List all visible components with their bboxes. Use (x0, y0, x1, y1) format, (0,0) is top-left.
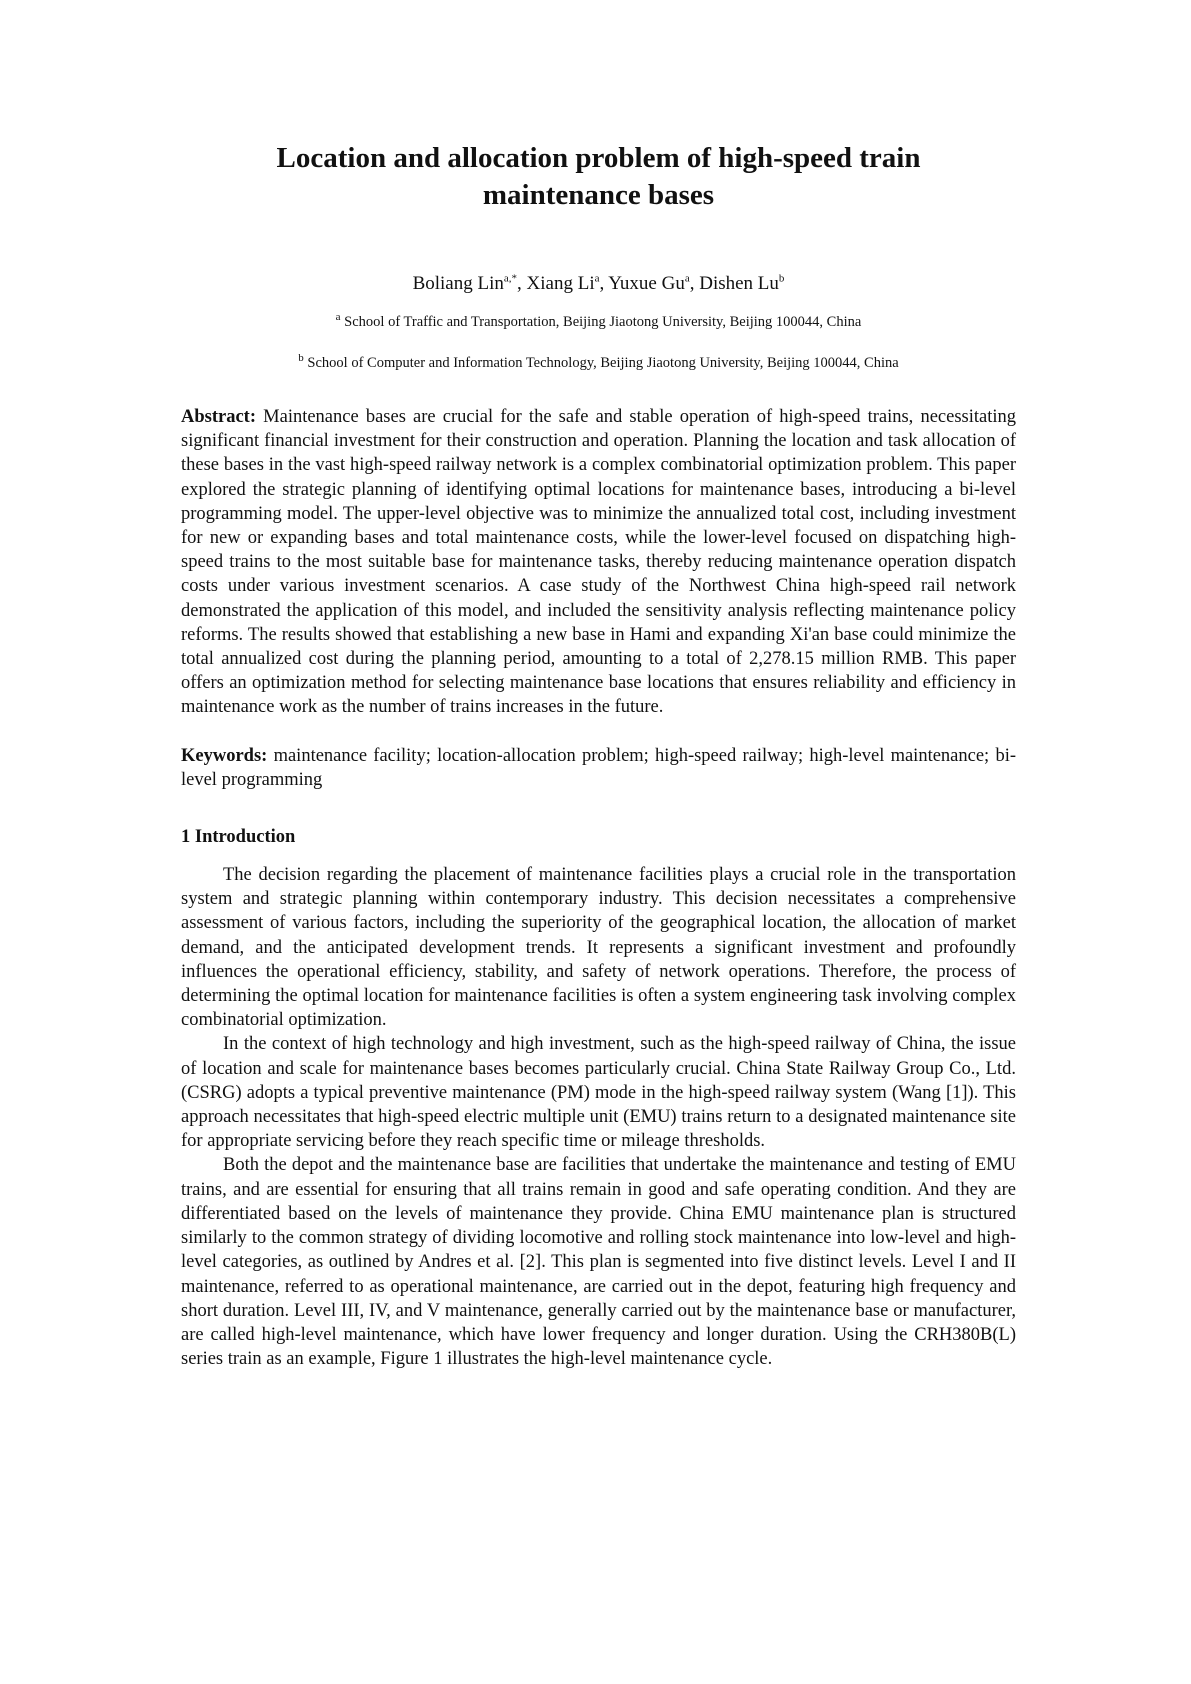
abstract-label: Abstract: (181, 407, 257, 427)
author-separator: , (517, 273, 527, 294)
author-affiliation-mark: b (778, 272, 785, 285)
author-list (181, 271, 1016, 297)
paper-page (181, 140, 1016, 1371)
author-name: Boliang Lin (412, 273, 504, 294)
affiliation-text: School of Traffic and Transportation, Beijing Jiaotong University, Beijing 100044, China (340, 314, 862, 330)
affiliation-a (181, 312, 1016, 332)
author-separator: , (599, 273, 609, 294)
affiliation-text: School of Computer and Information Technology, Beijing Jiaotong University, Beijing 100044, China (303, 355, 899, 371)
keywords-text: maintenance facility; location-allocation problem; high-speed railway; high-level maintenance; bi-level programming (181, 745, 1016, 790)
author-affiliation-mark: a (594, 272, 600, 285)
author-separator: , (689, 273, 700, 294)
abstract (181, 405, 1016, 720)
affiliation-mark: a (335, 311, 341, 324)
affiliation-b (181, 353, 1016, 373)
author-name: Xiang Li (526, 273, 595, 294)
body-paragraph: The decision regarding the placement of maintenance facilities plays a crucial role in the transportation system and strategic planning within contemporary industry. This decision necessitates a comprehensive assessment of various factors, including the superiority of the geographical location, the allocation of market demand, and the anticipated development trends. It represents a significant investment and profoundly influences the operational efficiency, stability, and safety of network operations. Therefore, the process of determining the optimal location for maintenance facilities is often a system engineering task involving complex combinatorial optimization. (181, 865, 1016, 1031)
abstract-text: Maintenance bases are crucial for the safe and stable operation of high-speed trains, necessitating significant financial investment for their construction and operation. Planning the location and task allocation of these bases in the vast high-speed railway network is a complex combinatorial optimization problem. This paper explored the strategic planning of identifying optimal locations for maintenance bases, introducing a bi-level programming model. The upper-level objective was to minimize the annualized total cost, including investment for new or expanding bases and total maintenance costs, while the lower-level focused on dispatching high-speed trains to the most suitable base for maintenance tasks, thereby reducing maintenance operation dispatch costs under various investment scenarios. A case study of the Northwest China high-speed rail network demonstrated the application of this model, and included the sensitivity analysis reflecting maintenance policy reforms. The results showed that establishing a new base in Hami and expanding Xi'an base could minimize the total annualized cost during the planning period, amounting to a total of 2,278.15 million RMB. This paper offers an optimization method for selecting maintenance base locations that ensures reliability and efficiency in maintenance work as the number of trains increases in the future. (181, 407, 1016, 718)
keywords-label: Keywords: (181, 745, 268, 766)
author-affiliation-mark: a (684, 272, 690, 285)
title-line-2: maintenance bases (482, 179, 715, 211)
author-affiliation-mark: a,* (503, 272, 518, 285)
keywords (181, 744, 1016, 792)
section-heading-introduction: 1 Introduction (181, 827, 296, 848)
author-name: Yuxue Gu (608, 273, 685, 294)
affiliation-mark: b (298, 352, 304, 365)
body-paragraph: In the context of high technology and high investment, such as the high-speed railway of China, the issue of location and scale for maintenance bases becomes particularly crucial. China State Railway Group Co., Ltd. (CSRG) adopts a typical preventive maintenance (PM) mode in the high-speed railway system (Wang [1]). This approach necessitates that high-speed electric multiple unit (EMU) trains return to a designated maintenance site for appropriate servicing before they reach specific time or mileage thresholds. (181, 1034, 1016, 1152)
author-name: Dishen Lu (699, 273, 779, 294)
paper-title (181, 140, 1016, 214)
title-line-1: Location and allocation problem of high-speed train (276, 142, 921, 174)
body-paragraph: Both the depot and the maintenance base are facilities that undertake the maintenance and testing of EMU trains, and are essential for ensuring that all trains remain in good and safe operating condition. And they are differentiated based on the levels of maintenance they provide. China EMU maintenance plan is structured similarly to the common strategy of dividing locomotive and rolling stock maintenance into low-level and high-level categories, as outlined by Andres et al. [2]. This plan is segmented into five distinct levels. Level I and II maintenance, referred to as operational maintenance, are carried out in the depot, featuring high frequency and short duration. Level III, IV, and V maintenance, generally carried out by the maintenance base or manufacturer, are called high-level maintenance, which have lower frequency and longer duration. Using the CRH380B(L) series train as an example, Figure 1 illustrates the high-level maintenance cycle. (181, 1155, 1016, 1370)
